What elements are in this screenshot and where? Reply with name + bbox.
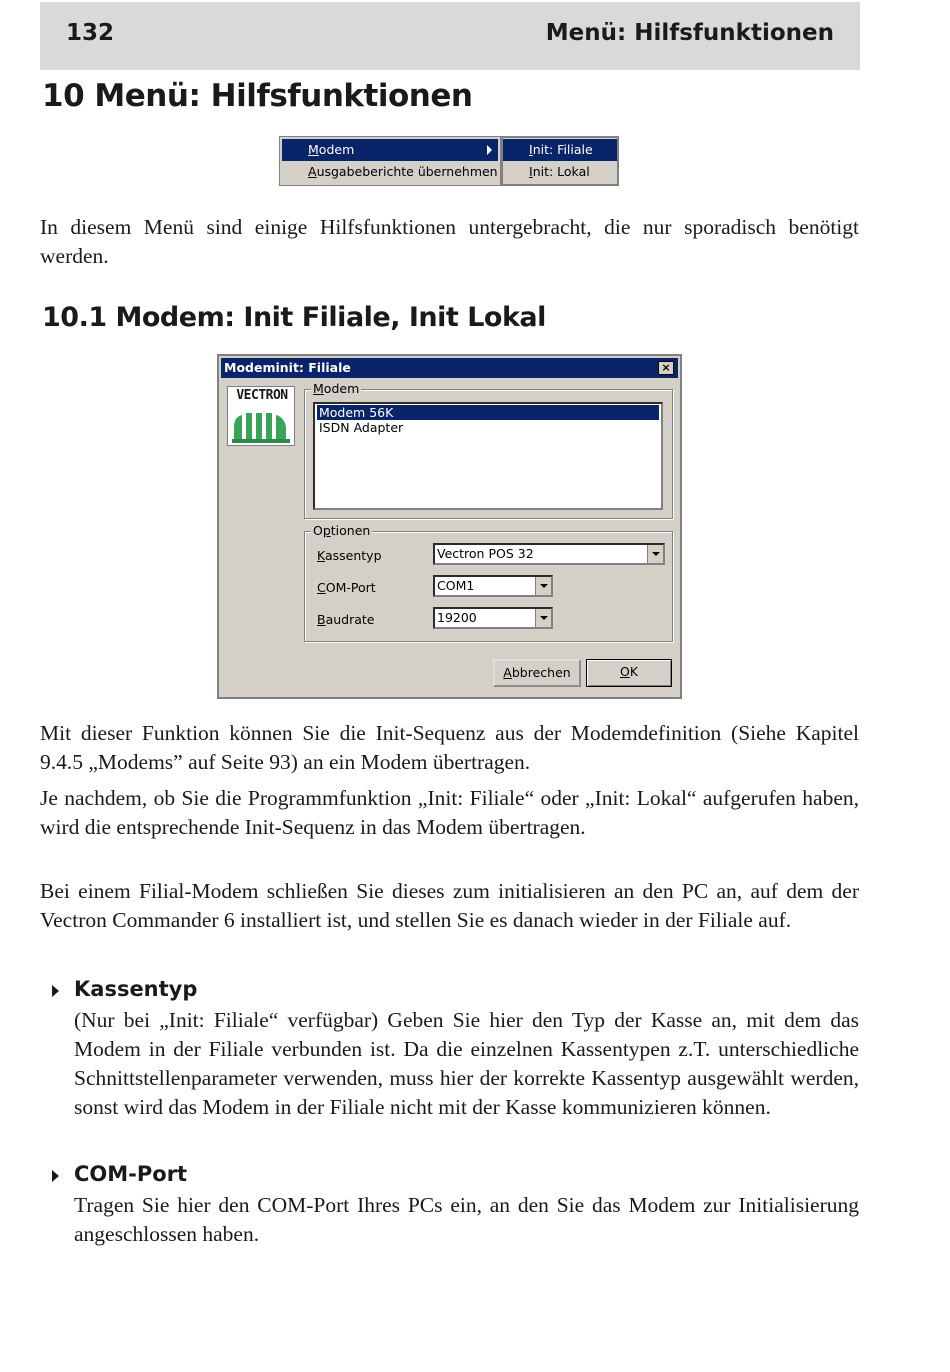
baudrate-select[interactable]: 19200: [433, 607, 553, 629]
menu-panel: [279, 136, 501, 186]
bullet-title-com-port: COM-Port: [74, 1162, 188, 1186]
dialog-title: Modeminit: Filiale: [224, 360, 351, 375]
vectron-logo: [227, 386, 295, 446]
bullet-body-kassentyp: (Nur bei „Init: Filiale“ verfügbar) Geben Sie hier den Typ der Kasse an, mit dem das Modem in der Filiale verbunden ist. Da die einzelnen Kassentypen z.T. unterschiedliche Schnittstellenparameter verwenden, muss hier der korrekte Kassentyp ausgewählt werden, sonst wird das Modem in der Filiale nicht mit der Kasse kommunizieren können.: [74, 1008, 859, 1119]
submenu-panel: [501, 136, 619, 186]
chevron-down-icon[interactable]: [535, 609, 551, 627]
paragraph: Bei einem Filial-Modem schließen Sie dieses zum initialisieren an den PC an, auf dem der Vectron Commander 6 installiert ist, und stellen Sie es danach wieder in der Filiale auf.: [40, 879, 859, 932]
logo-graphic-icon: [228, 403, 294, 445]
bullet-body-com-port: Tragen Sie hier den COM-Port Ihres PCs ein, an den Sie das Modem zur Initialisierung angeschlossen haben.: [74, 1193, 859, 1246]
dialog-titlebar: [221, 358, 678, 378]
submenu-arrow-icon: [487, 145, 492, 155]
chevron-down-icon[interactable]: [647, 545, 663, 563]
logo-text: VECTRON: [236, 388, 288, 403]
menu-item-modem[interactable]: Modem: [282, 139, 498, 161]
intro-paragraph: In diesem Menü sind einige Hilfsfunktionen untergebracht, die nur sporadisch benötigt werden.: [40, 215, 859, 268]
bullet-title-kassentyp: Kassentyp: [74, 977, 198, 1001]
kassentyp-label: Kassentyp: [317, 548, 382, 563]
submenu-item-init-lokal[interactable]: Init: Lokal: [529, 164, 590, 179]
paragraph: Je nachdem, ob Sie die Programmfunktion „Init: Filiale“ oder „Init: Lokal“ aufgerufen haben, wird die entsprechende Init-Sequenz in das Modem übertragen.: [40, 786, 859, 839]
section-title: 10.1 Modem: Init Filiale, Init Lokal: [42, 302, 546, 333]
chevron-down-icon[interactable]: [535, 577, 551, 595]
menu-screenshot: [279, 136, 619, 186]
page-number: 132: [66, 20, 115, 46]
chapter-title: 10 Menü: Hilfsfunktionen: [42, 78, 473, 114]
list-item[interactable]: Modem 56K: [317, 405, 659, 420]
com-port-select[interactable]: COM1: [433, 575, 553, 597]
running-head: Menü: Hilfsfunktionen: [545, 20, 834, 46]
modem-group: Modem Modem 56K ISDN Adapter: [304, 389, 673, 519]
com-port-label: COM-Port: [317, 580, 376, 595]
paragraph: Mit dieser Funktion können Sie die Init-Sequenz aus der Modemdefinition (Siehe Kapitel 9.4.5 „Modems” auf Seite 93) an ein Modem übertragen.: [40, 721, 859, 774]
kassentyp-select[interactable]: Vectron POS 32: [433, 543, 665, 565]
bullet-arrow-icon: [52, 985, 59, 997]
ok-button[interactable]: OK: [586, 659, 672, 687]
cancel-button[interactable]: Abbrechen: [493, 659, 581, 687]
bullet-arrow-icon: [52, 1170, 59, 1182]
options-group: Optionen Kassentyp Vectron POS 32 COM-Port COM1 Baudrate 19200: [304, 531, 673, 642]
list-item[interactable]: ISDN Adapter: [319, 420, 404, 435]
modeminit-dialog: [217, 354, 682, 699]
menu-item-ausgabeberichte[interactable]: Ausgabeberichte übernehmen: [308, 164, 498, 179]
close-icon[interactable]: ×: [658, 361, 674, 375]
baudrate-label: Baudrate: [317, 612, 375, 627]
submenu-item-init-filiale[interactable]: Init: Filiale: [503, 139, 617, 161]
modem-listbox[interactable]: [313, 402, 663, 510]
